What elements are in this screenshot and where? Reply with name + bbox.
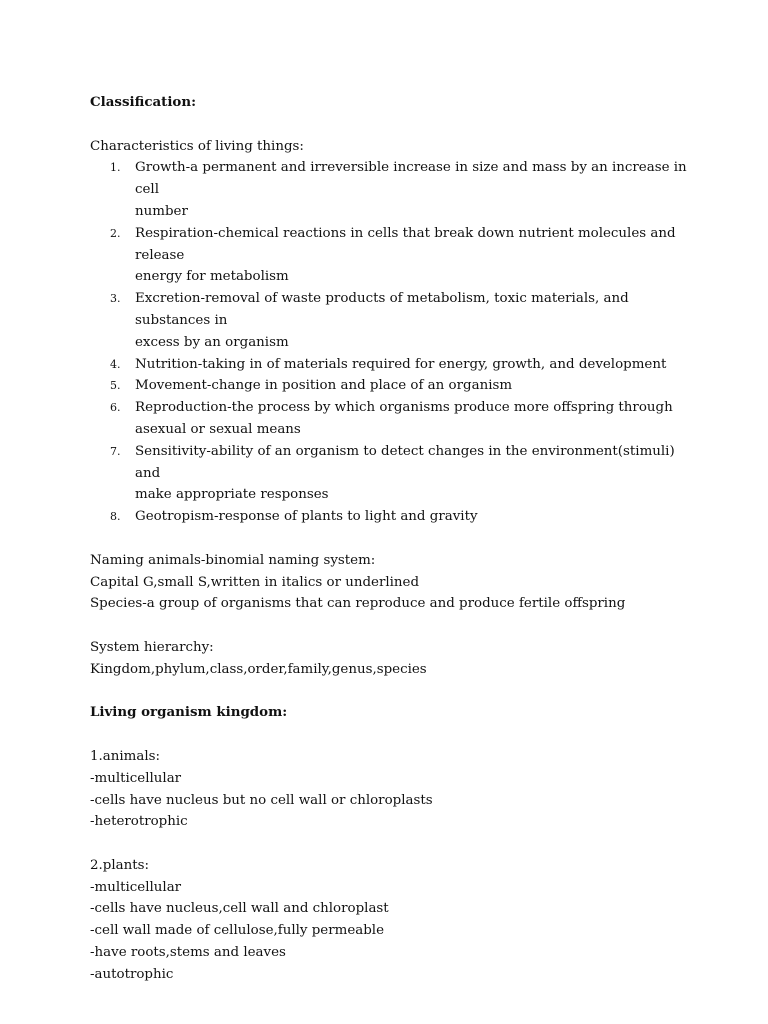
classification-heading: Classification: <box>90 94 197 110</box>
list-number: 7. <box>110 444 121 458</box>
list-item-text: Reproduction-the process by which organisms produce more offspring through <box>135 400 673 416</box>
list-item-continuation: number <box>135 203 188 219</box>
list-number: 3. <box>110 292 121 306</box>
list-item <box>90 288 700 353</box>
plants-title: 2.plants: <box>90 857 150 873</box>
animals-item: -multicellular <box>90 770 182 786</box>
spacer <box>90 833 700 855</box>
species-definition: Species-a group of organisms that can reproduce and produce fertile offspring <box>90 596 626 612</box>
list-number: 8. <box>110 510 121 524</box>
plants-item: -autotrophic <box>90 966 174 982</box>
list-item-continuation: energy for metabolism <box>135 269 289 285</box>
list-item-text: Respiration-chemical reactions in cells that break down nutrient molecules and release <box>135 225 676 263</box>
plants-item: -cell wall made of cellulose,fully permeable <box>90 923 385 939</box>
characteristics-list <box>90 157 700 528</box>
list-item <box>90 441 700 506</box>
list-item-text: Excretion-removal of waste products of metabolism, toxic materials, and substances in <box>135 291 629 328</box>
list-item <box>90 506 700 528</box>
document-page <box>90 92 700 986</box>
list-item <box>90 354 700 376</box>
list-item-text: Sensitivity-ability of an organism to detect changes in the environment(stimuli) and <box>135 443 675 481</box>
list-item-text: Movement-change in position and place of an organism <box>135 378 513 394</box>
spacer <box>90 114 700 136</box>
animals-item: -heterotrophic <box>90 814 188 830</box>
list-number: 1. <box>110 161 121 175</box>
list-item <box>90 397 700 441</box>
list-number: 4. <box>110 357 121 371</box>
naming-title: Naming animals-binomial naming system: <box>90 552 376 568</box>
list-item-text: Nutrition-taking in of materials required for energy, growth, and development <box>135 356 667 372</box>
list-item-continuation: excess by an organism <box>135 334 289 350</box>
list-item-text: Geotropism-response of plants to light and gravity <box>135 509 478 525</box>
hierarchy-title: System hierarchy: <box>90 639 214 655</box>
plants-item: -have roots,stems and leaves <box>90 945 286 961</box>
list-number: 5. <box>110 379 121 393</box>
plants-item: -multicellular <box>90 879 182 895</box>
list-item <box>90 375 700 397</box>
kingdom-heading: Living organism kingdom: <box>90 704 288 721</box>
list-item <box>90 157 700 222</box>
characteristics-intro: Characteristics of living things: <box>90 138 304 154</box>
spacer <box>90 681 700 703</box>
spacer <box>90 615 700 637</box>
spacer <box>90 724 700 746</box>
naming-rule: Capital G,small S,written in italics or underlined <box>90 574 420 590</box>
plants-item: -cells have nucleus,cell wall and chloroplast <box>90 901 389 917</box>
list-item-text: Growth-a permanent and irreversible increase in size and mass by an increase in cell <box>135 160 687 198</box>
list-number: 6. <box>110 401 121 415</box>
hierarchy-list: Kingdom,phylum,class,order,family,genus,species <box>90 661 427 677</box>
animals-item: -cells have nucleus but no cell wall or chloroplasts <box>90 792 433 808</box>
spacer <box>90 528 700 550</box>
list-number: 2. <box>110 226 121 240</box>
list-item-continuation: make appropriate responses <box>135 487 329 503</box>
animals-title: 1.animals: <box>90 748 161 764</box>
list-item <box>90 223 700 288</box>
list-item-continuation: asexual or sexual means <box>135 421 301 437</box>
